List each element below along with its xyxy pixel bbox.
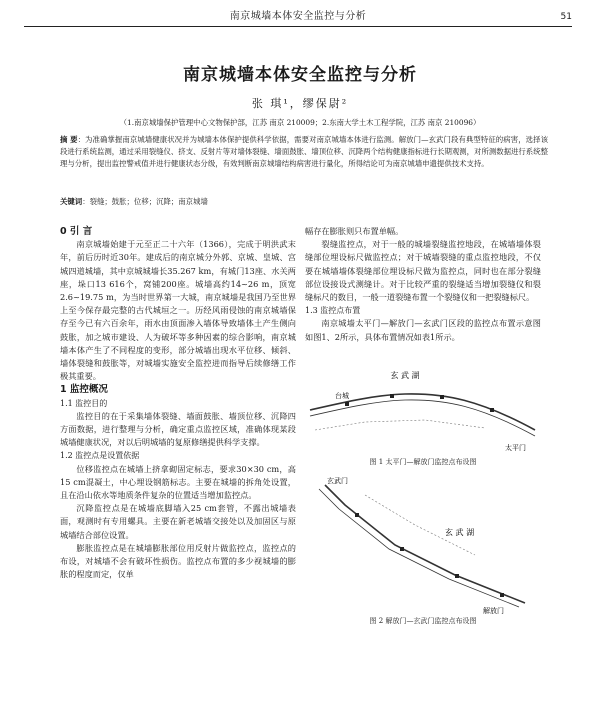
fig2-road-line (365, 495, 475, 555)
fig1-bay-label: 台城 (335, 391, 349, 400)
fig1-point (345, 402, 349, 406)
abstract-text: ：为准确掌握南京城墙健康状况并为城墙本体保护提供科学依据，需要对南京城墙本体进行监测。解放门—玄武门段有典型特征的病害，选择该段进行系统监测，通过采用裂缝仪、挤支、反射片等对墙体裂缝、墙面鼓胀、墙顶位移、沉降两个结构健康指标进行长期观测，对所测数据进行系统整理与分析，提出监控警戒值并进行健康状态分级，有效判断南京城墙结构病害进行量化，所得结论可为南京城墙申遗提供技术支持。 (60, 135, 548, 168)
right-column (305, 225, 541, 628)
fig2-wall-line (325, 485, 525, 603)
section-0-paragraph: 南京城墙始建于元至正二十六年（1366），完成于明洪武末年，前后历时近30年。建成后的南京城分外郭、京城、皇城、宫城四道城墙，其中京城城墙长35.267 km，有城门13座、水关两座，垛口13 616个，窝铺200座。城墙高约14~26 m，顶宽2.6~19.75 m，为当时世界第一大城，南京城墙是我国乃至世界上至今保存最完整的古代城垣之一。历经风雨侵蚀的南京城墙保存至今已有六百余年，雨水由顶面渗入墙体导致墙体土产生侧向鼓胀，加之城市建设、人为破坏等多种因素的综合影响，南京城墙本体产生了不同程度的变形，部分城墙出现水平位移、倾斜、墙体裂缝和鼓胀等，对城墙实施安全监控进而指导后续修缮工作极其重要。 (60, 239, 296, 382)
left-column (60, 225, 296, 581)
paper-authors: 张 琪¹，缪保尉² (251, 97, 349, 110)
fig1-point (490, 408, 494, 412)
fig2-point (500, 593, 504, 597)
keywords-label: 关键词 (60, 197, 83, 206)
fig2-point (400, 547, 404, 551)
section-1-3-heading: 1.3 监控点布置 (305, 306, 361, 316)
fig2-point (455, 574, 459, 578)
section-1-2-paragraph-1: 位移监控点在城墙上挤拿砌固定标志，要求30×30 cm，高15 cm混凝土，中心埋设钢筋标志。主要在城墙的拆角处设置，且在沿山依水等地质条件复杂的位置适当增加监控点。 (60, 463, 296, 501)
section-0-heading: 0 引 言 (60, 226, 93, 237)
abstract-label: 摘 要 (60, 135, 78, 144)
paper-affiliation: （1.南京城墙保护管理中心文物保护部，江苏 南京 210009；2.东南大学土木工程学院，江苏 南京 210096） (119, 118, 481, 127)
fig2-lake-label: 玄 武 湖 (445, 528, 475, 538)
figure-1 (305, 350, 541, 456)
section-1-2-paragraph-2: 沉降监控点是在城墙底脚墙入25 cm套管，不露出城墙表面，观测时有专用螺具。主要在新老城墙交接处以及加固区与原城墙结合部位设置。 (60, 503, 296, 540)
fig2-xuanwu-gate-label: 玄武门 (327, 477, 348, 486)
section-1-2-heading: 1.2 监控点是设置依据 (60, 451, 140, 461)
running-header (24, 8, 572, 27)
fig1-road-line (315, 420, 485, 430)
figure-1-caption: 图 1 太平门—解放门监控点布设图 (369, 457, 477, 466)
section-1-3-paragraph: 南京城墙太平门—解放门—玄武门区段的监控点布置示意图如图1、2所示，具体布置情况如表1所示。 (305, 318, 541, 342)
keywords-text: ：裂缝；鼓胀；位移；沉降；南京城墙 (82, 197, 208, 206)
fig1-lake-label: 玄 武 湖 (390, 370, 420, 380)
figure-2-caption: 图 2 解放门—玄武门监控点布设图 (369, 617, 477, 626)
fig2-point (355, 513, 359, 517)
fig1-gate-label: 太平门 (505, 443, 526, 452)
fig2-jiefang-gate-label: 解放门 (483, 607, 504, 616)
section-1-2-paragraph-3: 膨胀监控点是在城墙膨胀部位用反射片做监控点，监控点的布设，对城墙不会有破坏性损伤。监控点布置的多少视城墙的膨胀的程度而定，仅单 (60, 542, 296, 580)
right-top-paragraph: 幅存在膨胀则只布置单幅。 (305, 226, 404, 236)
section-1-1-paragraph: 监控目的在于采集墙体裂缝、墙面鼓胀、墙顶位移、沉降四方面数据，进行整理与分析，确定重点监控区域，准确体现某段城墙健康状况，对以后明城墙的复原修缮提供科学支撑。 (60, 410, 296, 448)
paper-title: 南京城墙本体安全监控与分析 (183, 65, 417, 85)
crack-paragraph: 裂缝监控点，对于一般的城墙裂缝监控地段，在城墙墙体裂缝部位埋设标尺做监控点；对于城墙裂缝的重点监控地段，不仅要在城墙墙体裂缝部位埋设标尺做为监控点，同时也在部分裂缝部位设接设式测缝计。对于比较严重的裂缝适当增加裂缝仪和裂缝标尺的数目，一般一道裂缝布置一个裂缝仪和一把裂缝标尺。 (305, 239, 541, 303)
page-number: 51 (560, 12, 572, 22)
figure-2 (305, 475, 541, 615)
fig1-point (390, 394, 394, 398)
section-1-heading: 1 监控概况 (60, 384, 108, 396)
fig1-point (440, 395, 444, 399)
section-1-1-heading: 1.1 监控目的 (60, 398, 108, 408)
abstract (60, 134, 548, 170)
keywords (60, 196, 548, 207)
fig1-wall-inner-line (310, 400, 535, 436)
running-header-title: 南京城墙本体安全监控与分析 (229, 11, 367, 22)
